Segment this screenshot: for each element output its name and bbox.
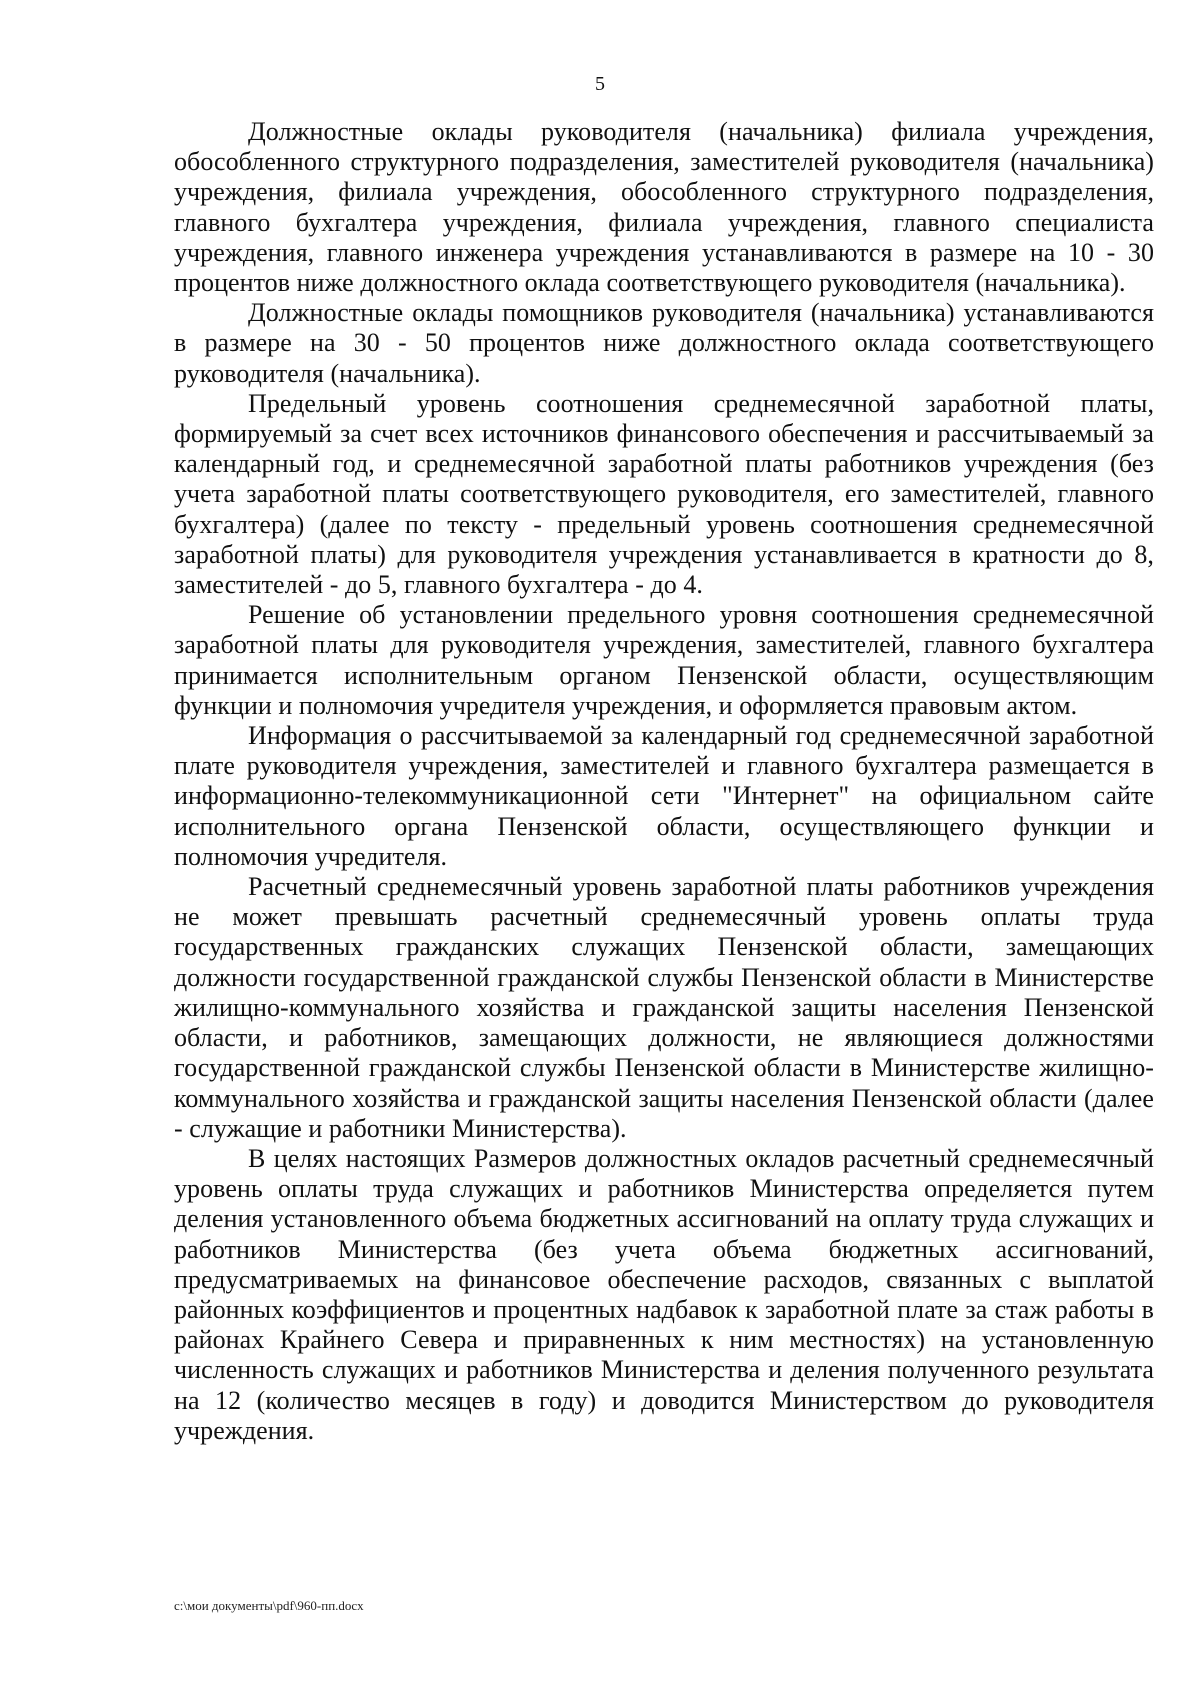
paragraph-assistant-salaries: Должностные оклады помощников руководителя (начальника) устанавливаются в размере на 30 - 50 процентов ниже должностного оклада соответствующего руководителя (начальника).	[174, 298, 1154, 388]
paragraph-calculated-salary-level: Расчетный среднемесячный уровень заработной платы работников учреждения не может превышать расчетный среднемесячный уровень оплаты труда государственных гражданских служащих Пензенской области, замещающих должности государственной гражданской службы Пензенской области в Министерстве жилищно-коммунального хозяйства и гражданской защиты населения Пензенской области, и работников, замещающих должности, не являющиеся должностями государственной гражданской службы Пензенской области в Министерстве жилищно-коммунального хозяйства и гражданской защиты населения Пензенской области (далее - служащие и работники Министерства).	[174, 872, 1154, 1143]
paragraph-salary-information: Информация о рассчитываемой за календарный год среднемесячной заработной плате руководителя учреждения, заместителей и главного бухгалтера размещается в информационно-телекоммуникационной сети "Интернет" на официальном сайте исполнительного органа Пензенской области, осуществляющего функции и полномочия учредителя.	[174, 721, 1154, 871]
page-number: 5	[595, 73, 605, 95]
paragraph-calculation-method: В целях настоящих Размеров должностных окладов расчетный среднемесячный уровень оплаты труда служащих и работников Министерства определяется путем деления установленного объема бюджетных ассигнований на оплату труда служащих и работников Министерства (без учета объема бюджетных ассигнований, предусматриваемых на финансовое обеспечение расходов, связанных с выплатой районных коэффициентов и процентных надбавок к заработной плате за стаж работы в районах Крайнего Севера и приравненных к ним местностях) на установленную численность служащих и работников Министерства и деления полученного результата на 12 (количество месяцев в году) и доводится Министерством до руководителя учреждения.	[174, 1143, 1154, 1445]
document-body	[174, 117, 1154, 1446]
paragraph-salary-ratio-limit: Предельный уровень соотношения среднемесячной заработной платы, формируемый за счет всех источников финансового обеспечения и рассчитываемый за календарный год, и среднемесячной заработной платы работников учреждения (без учета заработной платы соответствующего руководителя, его заместителей, главного бухгалтера) (далее по тексту - предельный уровень соотношения среднемесячной заработной платы) для руководителя учреждения устанавливается в кратности до 8, заместителей - до 5, главного бухгалтера - до 4.	[174, 388, 1154, 600]
footer-file-path: c:\мои документы\pdf\960-пп.docx	[174, 1598, 364, 1613]
paragraph-deputy-salaries: Должностные оклады руководителя (начальника) филиала учреждения, обособленного структурного подразделения, заместителей руководителя (начальника) учреждения, филиала учреждения, обособленного структурного подразделения, главного бухгалтера учреждения, филиала учреждения, главного специалиста учреждения, главного инженера учреждения устанавливаются в размере на 10 - 30 процентов ниже должностного оклада соответствующего руководителя (начальника).	[174, 117, 1154, 298]
paragraph-ratio-decision: Решение об установлении предельного уровня соотношения среднемесячной заработной платы для руководителя учреждения, заместителей, главного бухгалтера принимается исполнительным органом Пензенской области, осуществляющим функции и полномочия учредителя учреждения, и оформляется правовым актом.	[174, 600, 1154, 720]
